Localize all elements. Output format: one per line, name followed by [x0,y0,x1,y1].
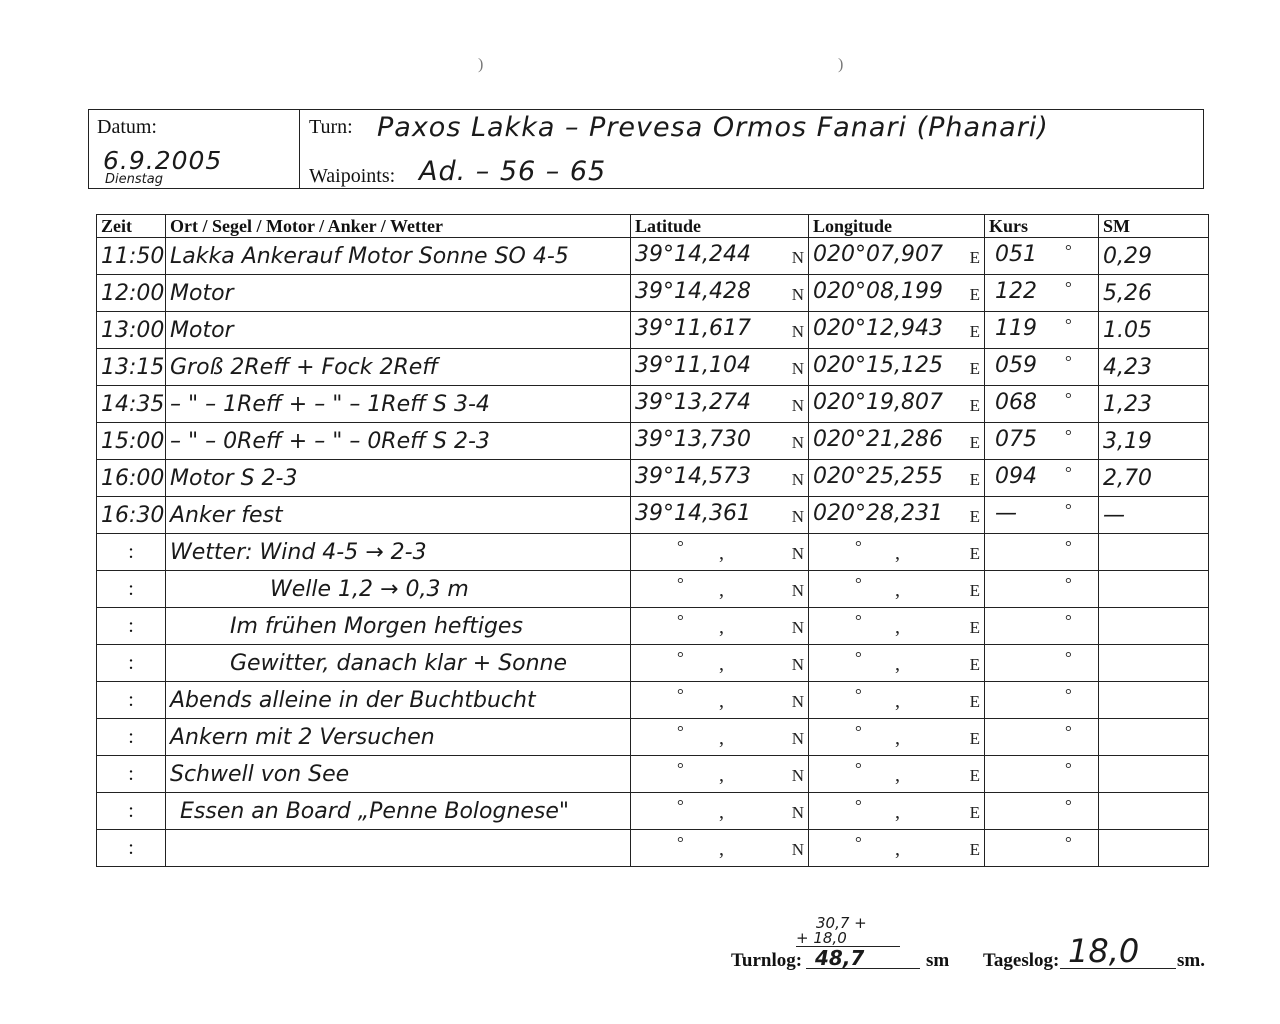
tageslog-unit: sm. [1177,950,1205,971]
longitude-cell[interactable] [809,349,985,386]
ort-cell[interactable]: Welle 1,2 → 0,3 m [166,571,631,608]
kurs-cell[interactable] [985,534,1099,571]
degree-mark: ° [1065,611,1072,630]
turn-value[interactable]: Paxos Lakka – Prevesa Ormos Fanari (Phanari) [377,112,1049,143]
ort-cell[interactable]: Schwell von See [166,756,631,793]
degree-mark: ° [1065,574,1072,593]
degree-mark: ° [1065,685,1072,704]
north-hemi-label: N [791,655,804,674]
comma-mark: , [719,542,724,564]
latitude-cell[interactable] [631,312,809,349]
comma-mark: , [719,616,724,638]
comma-mark: , [895,579,900,601]
latitude-cell[interactable] [631,756,809,793]
zeit-cell[interactable]: 12:00 [97,275,166,312]
longitude-cell[interactable] [809,719,985,756]
degree-mark: ° [1065,537,1072,556]
zeit-cell[interactable]: 11:50 [97,238,166,275]
ort-cell[interactable]: Wetter: Wind 4-5 → 2-3 [166,534,631,571]
longitude-cell[interactable] [809,460,985,497]
table-row [97,386,1209,423]
degree-mark: ° [677,611,684,630]
latitude-cell[interactable] [631,719,809,756]
sm-cell[interactable] [1099,608,1209,645]
kurs-cell[interactable] [985,756,1099,793]
table-row [97,608,1209,645]
north-hemi-label: N [791,359,804,378]
datum-label: Datum: [97,116,157,138]
ort-cell[interactable]: Motor [166,312,631,349]
table-row [97,238,1209,275]
degree-mark: ° [855,648,862,667]
zeit-cell[interactable]: : [97,571,166,608]
degree-mark: ° [1065,759,1072,778]
ort-cell[interactable]: Lakka Ankerauf Motor Sonne SO 4-5 [166,238,631,275]
waypoints-value[interactable]: Ad. – 56 – 65 [419,156,607,187]
comma-mark: , [895,727,900,749]
north-hemi-label: N [791,840,804,859]
ort-cell[interactable]: Groß 2Reff + Fock 2Reff [166,349,631,386]
latitude-cell[interactable] [631,423,809,460]
ort-cell[interactable]: Ankern mit 2 Versuchen [166,719,631,756]
sm-cell[interactable] [1099,645,1209,682]
comma-mark: , [719,764,724,786]
degree-mark: ° [677,759,684,778]
longitude-value: 020°21,286 [813,427,943,452]
zeit-cell[interactable]: : [97,793,166,830]
turnlog-label: Turnlog: [731,950,803,971]
kurs-value: 119 [995,316,1037,341]
kurs-cell[interactable] [985,275,1099,312]
kurs-value: 122 [995,279,1037,304]
table-row [97,645,1209,682]
north-hemi-label: N [791,285,804,304]
turnlog-value[interactable]: 48,7 [815,946,865,970]
east-hemi-label: E [969,359,980,378]
zeit-cell[interactable]: : [97,608,166,645]
comma-mark: , [719,838,724,860]
kurs-cell[interactable] [985,423,1099,460]
kurs-value: 059 [995,353,1037,378]
degree-mark: ° [855,833,862,852]
east-hemi-label: E [969,285,980,304]
latitude-value: 39°14,361 [635,501,751,526]
sm-cell[interactable]: 1,23 [1099,386,1209,423]
zeit-cell[interactable]: : [97,830,166,867]
comma-mark: , [895,801,900,823]
comma-mark: , [719,653,724,675]
east-hemi-label: E [969,544,980,563]
degree-mark: ° [855,759,862,778]
zeit-cell[interactable]: 15:00 [97,423,166,460]
east-hemi-label: E [969,840,980,859]
longitude-cell[interactable] [809,386,985,423]
table-row [97,830,1209,867]
comma-mark: , [719,690,724,712]
longitude-cell[interactable] [809,608,985,645]
kurs-cell[interactable] [985,349,1099,386]
latitude-cell[interactable] [631,608,809,645]
col-header-zeit: Zeit [97,215,166,238]
sm-cell[interactable]: 1.05 [1099,312,1209,349]
log-table [96,214,1209,867]
degree-mark: ° [855,685,862,704]
latitude-value: 39°11,617 [635,316,751,341]
east-hemi-label: E [969,655,980,674]
degree-mark: ° [1065,241,1072,260]
kurs-value: 068 [995,390,1037,415]
latitude-cell[interactable] [631,275,809,312]
header-box [88,109,1204,189]
latitude-value: 39°14,244 [635,242,751,267]
comma-mark: , [895,690,900,712]
zeit-cell[interactable]: 16:00 [97,460,166,497]
east-hemi-label: E [969,729,980,748]
north-hemi-label: N [791,581,804,600]
comma-mark: , [719,579,724,601]
north-hemi-label: N [791,396,804,415]
degree-mark: ° [1065,426,1072,445]
north-hemi-label: N [791,507,804,526]
ort-cell[interactable] [166,830,631,867]
longitude-value: 020°25,255 [813,464,943,489]
east-hemi-label: E [969,618,980,637]
latitude-value: 39°13,730 [635,427,751,452]
degree-mark: ° [1065,352,1072,371]
degree-mark: ° [1065,722,1072,741]
sm-cell[interactable] [1099,719,1209,756]
kurs-cell[interactable] [985,682,1099,719]
zeit-cell[interactable]: : [97,682,166,719]
comma-mark: , [895,838,900,860]
latitude-cell[interactable] [631,238,809,275]
longitude-cell[interactable] [809,571,985,608]
east-hemi-label: E [969,581,980,600]
longitude-value: 020°08,199 [813,279,943,304]
latitude-cell[interactable] [631,571,809,608]
sm-cell[interactable] [1099,756,1209,793]
north-hemi-label: N [791,692,804,711]
turnlog-line [806,968,920,969]
ort-cell[interactable]: Abends alleine in der Buchtbucht [166,682,631,719]
waypoints-label: Waipoints: [309,165,396,187]
kurs-value: 051 [995,242,1037,267]
north-hemi-label: N [791,248,804,267]
longitude-cell[interactable] [809,756,985,793]
kurs-cell[interactable] [985,719,1099,756]
longitude-value: 020°12,943 [813,316,943,341]
east-hemi-label: E [969,803,980,822]
latitude-value: 39°14,573 [635,464,751,489]
north-hemi-label: N [791,766,804,785]
ort-cell[interactable]: Gewitter, danach klar + Sonne [166,645,631,682]
degree-mark: ° [677,648,684,667]
table-header-row [97,215,1209,238]
east-hemi-label: E [969,470,980,489]
table-row [97,460,1209,497]
ort-cell[interactable]: Essen an Board „Penne Bolognese" [166,793,631,830]
table-row [97,312,1209,349]
table-row [97,534,1209,571]
comma-mark: , [895,616,900,638]
north-hemi-label: N [791,544,804,563]
header-divider [299,110,300,188]
col-header-ort: Ort / Segel / Motor / Anker / Wetter [166,215,631,238]
east-hemi-label: E [969,507,980,526]
turnlog-unit: sm [926,950,950,971]
ort-cell[interactable]: Im frühen Morgen heftiges [166,608,631,645]
north-hemi-label: N [791,729,804,748]
north-hemi-label: N [791,322,804,341]
degree-mark: ° [855,537,862,556]
latitude-cell[interactable] [631,793,809,830]
east-hemi-label: E [969,692,980,711]
longitude-cell[interactable] [809,682,985,719]
tageslog-value[interactable]: 18,0 [1068,932,1140,970]
longitude-cell[interactable] [809,793,985,830]
north-hemi-label: N [791,470,804,489]
table-row [97,275,1209,312]
sm-cell[interactable] [1099,571,1209,608]
ort-cell[interactable]: Anker fest [166,497,631,534]
ort-cell[interactable]: Motor [166,275,631,312]
col-header-longitude: Longitude [809,215,985,238]
datum-value[interactable]: 6.9.2005 [103,146,223,175]
latitude-cell[interactable] [631,386,809,423]
table-row [97,423,1209,460]
col-header-latitude: Latitude [631,215,809,238]
sm-cell[interactable] [1099,830,1209,867]
kurs-cell[interactable] [985,312,1099,349]
tageslog-line [1060,968,1176,969]
kurs-value: 075 [995,427,1037,452]
degree-mark: ° [855,574,862,593]
kurs-cell[interactable] [985,571,1099,608]
comma-mark: , [719,727,724,749]
kurs-value: 094 [995,464,1037,489]
degree-mark: ° [1065,389,1072,408]
degree-mark: ° [677,685,684,704]
longitude-value: 020°15,125 [813,353,943,378]
turnlog-calc-1: 30,7 + [816,914,867,932]
degree-mark: ° [1065,796,1072,815]
degree-mark: ° [677,574,684,593]
kurs-cell[interactable] [985,238,1099,275]
table-row [97,793,1209,830]
latitude-cell[interactable] [631,645,809,682]
degree-mark: ° [855,611,862,630]
sm-cell[interactable]: 5,26 [1099,275,1209,312]
degree-mark: ° [1065,315,1072,334]
table-row [97,682,1209,719]
kurs-cell[interactable] [985,793,1099,830]
ort-cell[interactable]: – " – 1Reff + – " – 1Reff S 3-4 [166,386,631,423]
longitude-cell[interactable] [809,645,985,682]
zeit-cell[interactable]: 13:15 [97,349,166,386]
latitude-cell[interactable] [631,682,809,719]
degree-mark: ° [855,796,862,815]
turnlog-calc-2: + 18,0 [796,929,847,947]
kurs-cell[interactable] [985,460,1099,497]
latitude-cell[interactable] [631,460,809,497]
east-hemi-label: E [969,322,980,341]
zeit-cell[interactable]: : [97,534,166,571]
kurs-cell[interactable] [985,386,1099,423]
kurs-cell[interactable] [985,608,1099,645]
latitude-value: 39°13,274 [635,390,751,415]
zeit-cell[interactable]: : [97,756,166,793]
east-hemi-label: E [969,433,980,452]
zeit-cell[interactable]: : [97,645,166,682]
comma-mark: , [895,653,900,675]
comma-mark: , [719,801,724,823]
longitude-cell[interactable] [809,275,985,312]
table-row [97,756,1209,793]
longitude-value: 020°19,807 [813,390,943,415]
kurs-cell[interactable] [985,830,1099,867]
longitude-cell[interactable] [809,312,985,349]
longitude-cell[interactable] [809,830,985,867]
day-value[interactable]: Dienstag [105,172,163,187]
zeit-cell[interactable]: 14:35 [97,386,166,423]
north-hemi-label: N [791,803,804,822]
degree-mark: ° [1065,278,1072,297]
kurs-cell[interactable] [985,497,1099,534]
longitude-cell[interactable] [809,497,985,534]
table-row [97,571,1209,608]
sm-cell[interactable] [1099,793,1209,830]
ort-cell[interactable]: Motor S 2-3 [166,460,631,497]
longitude-cell[interactable] [809,238,985,275]
tageslog-label: Tageslog: [983,950,1060,971]
sm-cell[interactable]: 2,70 [1099,460,1209,497]
scan-mark: ) [838,56,844,73]
latitude-value: 39°11,104 [635,353,751,378]
longitude-value: 020°28,231 [813,501,943,526]
latitude-cell[interactable] [631,497,809,534]
latitude-value: 39°14,428 [635,279,751,304]
degree-mark: ° [677,537,684,556]
col-header-kurs: Kurs [985,215,1099,238]
ort-cell[interactable]: – " – 0Reff + – " – 0Reff S 2-3 [166,423,631,460]
sm-cell[interactable]: 3,19 [1099,423,1209,460]
turn-label: Turn: [309,116,353,138]
sm-cell[interactable]: 0,29 [1099,238,1209,275]
comma-mark: , [895,542,900,564]
scan-mark: ) [478,56,484,73]
sm-cell[interactable] [1099,534,1209,571]
table-row [97,349,1209,386]
north-hemi-label: N [791,618,804,637]
col-header-sm: SM [1099,215,1209,238]
kurs-value: — [995,501,1017,526]
sm-cell[interactable]: — [1099,497,1209,534]
degree-mark: ° [1065,648,1072,667]
degree-mark: ° [677,796,684,815]
north-hemi-label: N [791,433,804,452]
zeit-cell[interactable]: : [97,719,166,756]
comma-mark: , [895,764,900,786]
latitude-cell[interactable] [631,349,809,386]
sm-cell[interactable] [1099,682,1209,719]
east-hemi-label: E [969,396,980,415]
latitude-cell[interactable] [631,830,809,867]
degree-mark: ° [1065,833,1072,852]
longitude-value: 020°07,907 [813,242,943,267]
east-hemi-label: E [969,766,980,785]
table-row [97,719,1209,756]
zeit-cell[interactable]: 13:00 [97,312,166,349]
sm-cell[interactable]: 4,23 [1099,349,1209,386]
degree-mark: ° [855,722,862,741]
degree-mark: ° [677,722,684,741]
degree-mark: ° [1065,463,1072,482]
longitude-cell[interactable] [809,534,985,571]
latitude-cell[interactable] [631,534,809,571]
zeit-cell[interactable]: 16:30 [97,497,166,534]
degree-mark: ° [1065,500,1072,519]
kurs-cell[interactable] [985,645,1099,682]
longitude-cell[interactable] [809,423,985,460]
east-hemi-label: E [969,248,980,267]
degree-mark: ° [677,833,684,852]
table-row [97,497,1209,534]
